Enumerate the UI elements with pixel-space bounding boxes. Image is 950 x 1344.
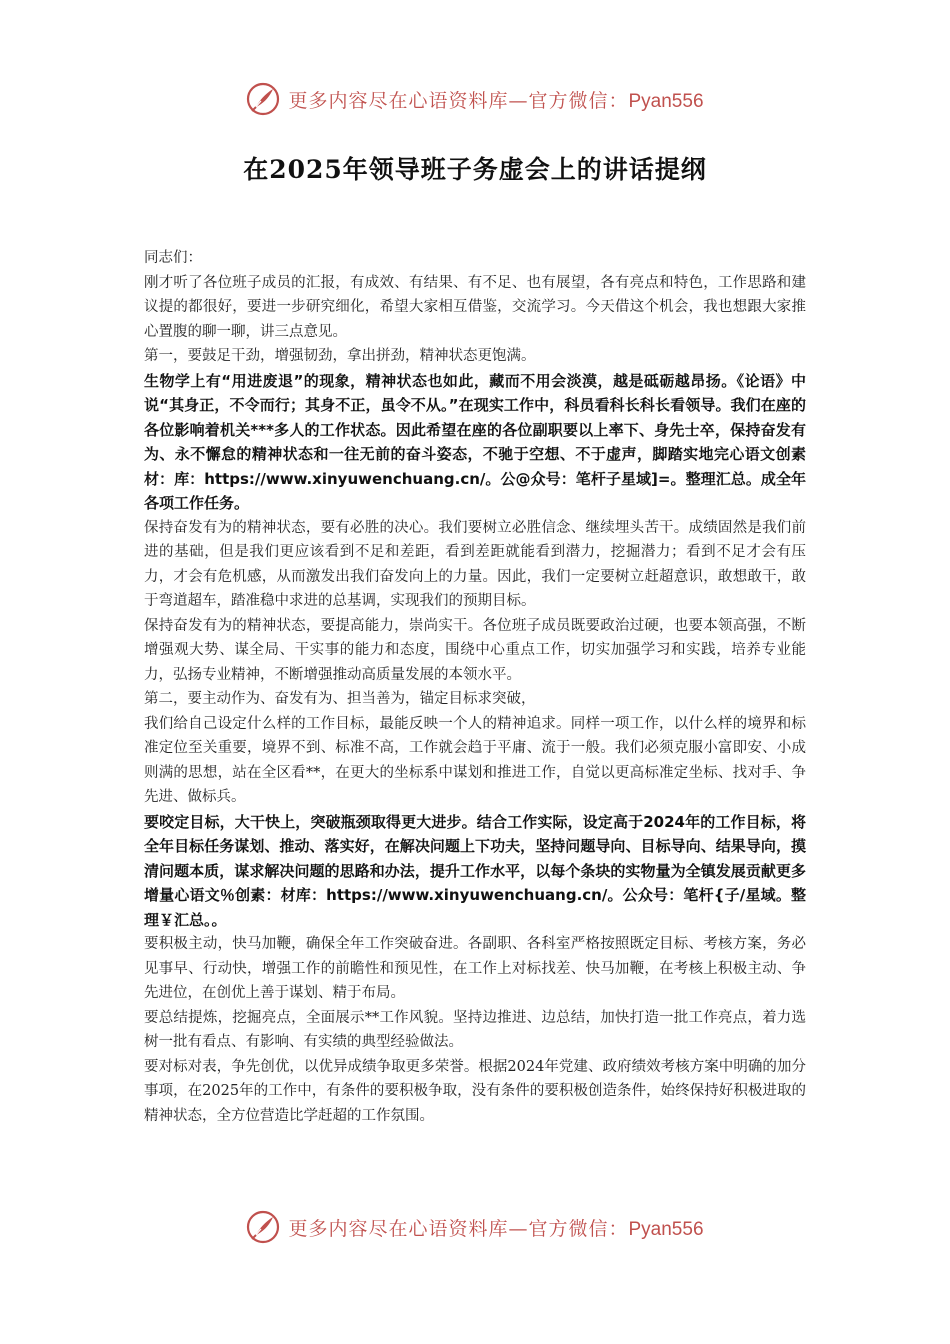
banner-text: 更多内容尽在心语资料库—官方微信：Pyan556 <box>288 89 704 112</box>
paragraph: 刚才听了各位班子成员的汇报，有成效、有结果、有不足、也有展望，各有亮点和特色，工作思路和建议提的都很好，要进一步研究细化，希望大家相互借鉴，交流学习。今天借这个机会，我也想跟大家推心置腹的聊一聊，讲三点意见。 <box>144 274 806 340</box>
quill-pen-logo-icon <box>246 1210 280 1244</box>
paragraph: 保持奋发有为的精神状态，要有必胜的决心。我们要树立必胜信念、继续埋头苦干。成绩固然是我们前进的基础，但是我们更应该看到不足和差距，看到差距就能看到潜力，挖掘潜力；看到不足才会有压力，才会有危机感，从而激发出我们奋发向上的力量。因此，我们一定要树立赶超意识，敢想敢干，敢于弯道超车，踏准稳中求进的总基调，实现我们的预期目标。 <box>144 519 806 609</box>
paragraph: 要总结提炼，挖掘亮点，全面展示**工作风貌。坚持边推进、边总结，加快打造一批工作亮点，着力选树一批有看点、有影响、有实绩的典型经验做法。 <box>144 1009 806 1050</box>
banner-wechat-id: Pyan556 <box>628 1218 704 1240</box>
quill-pen-logo-icon <box>246 82 280 116</box>
paragraph: 第一，要鼓足干劲，增强韧劲，拿出拼劲，精神状态更饱满。 <box>144 348 536 364</box>
banner-wechat-id: Pyan556 <box>628 90 704 112</box>
paragraph: 保持奋发有为的精神状态，要提高能力，崇尚实干。各位班子成员既要政治过硬，也要本领高强，不断增强观大势、谋全局、干实事的能力和态度，围绕中心重点工作，切实加强学习和实践，培养专业能力，弘扬专业精神，不断增强推动高质量发展的本领水平。 <box>144 617 806 683</box>
paragraph: 我们给自己设定什么样的工作目标，最能反映一个人的精神追求。同样一项工作，以什么样的境界和标准定位至关重要，境界不到、标准不高，工作就会趋于平庸、流于一般。我们必须克服小富即安、小成则满的思想，站在全区看**，在更大的坐标系中谋划和推进工作，自觉以更高标准定坐标、找对手、争先进、做标兵。 <box>144 715 806 805</box>
header-banner <box>0 82 950 116</box>
paragraph: 要积极主动，快马加鞭，确保全年工作突破奋进。各副职、各科室严格按照既定目标、考核方案，务必见事早、行动快，增强工作的前瞻性和预见性，在工作上对标找差、快马加鞭，在考核上积极主动、争先进位，在创优上善于谋划、精于布局。 <box>144 936 806 1001</box>
paragraph: 第二，要主动作为、奋发有为、担当善为，锚定目标求突破， <box>144 691 536 707</box>
document-body <box>144 246 806 1128</box>
paragraph: 生物学上有“用进废退”的现象，精神状态也如此，藏而不用会淡漠，越是砥砺越昂扬。《论语》中说“其身正，不令而行；其身不正，虽令不从。”在现实工作中，科员看科长科长看领导。我们在座的各位影响着机关***多人的工作状态。因此希望在座的各位副职要以上率下、身先士卒，保持奋发有为、永不懈怠的精神状态和一往无前的奋斗姿态，不驰于空想、不于虚声，脚踏实地完心语文创素材：库：https://www.xinyuwenchuang.cn/。公@众号：笔杆子星域]=。整理汇总。成全年各项工作任务。 <box>144 371 806 512</box>
banner-text: 更多内容尽在心语资料库—官方微信：Pyan556 <box>288 1217 704 1240</box>
paragraph: 同志们： <box>144 250 202 266</box>
paragraph: 要对标对表，争先创优，以优异成绩争取更多荣誉。根据2024年党建、政府绩效考核方案中明确的加分事项，在2025年的工作中，有条件的要积极争取，没有条件的要积极创造条件，始终保持好积极进取的精神状态，全方位营造比学赶超的工作氛围。 <box>144 1058 806 1124</box>
paragraph: 要咬定目标，大干快上，突破瓶颈取得更大进步。结合工作实际，设定高于2024年的工作目标，将全年目标任务谋划、推动、落实好，在解决问题上下功夫，坚持问题导向、目标导向、结果导向，摸清问题本质，谋求解决问题的思路和办法，提升工作水平，以每个条块的实物量为全镇发展贡献更多增量心语文％创素：材库：https://www.xinyuwenchuang.cn/。公众号：笔杆{子/星域。整理￥汇总。。 <box>144 812 806 929</box>
footer-banner <box>0 1210 950 1244</box>
page-title: 在2025年领导班子务虚会上的讲话提纲 <box>243 155 707 184</box>
